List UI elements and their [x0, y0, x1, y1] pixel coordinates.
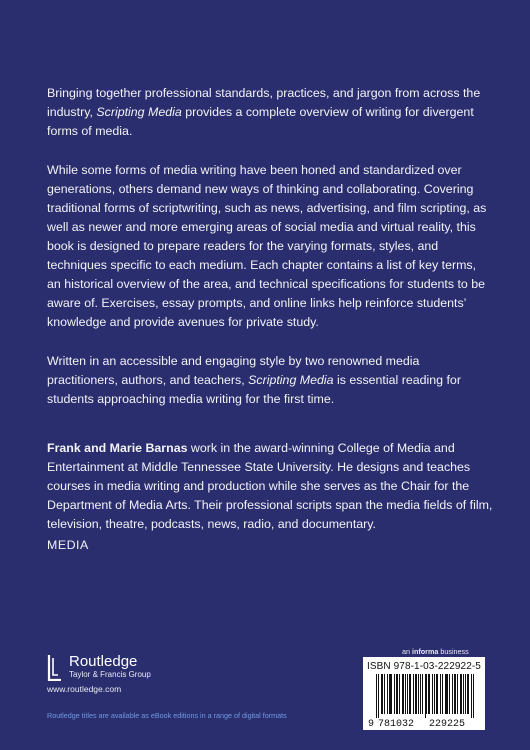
publisher-logo: [47, 653, 151, 681]
barcode-bar: [463, 674, 464, 714]
barcode-bar: [384, 674, 385, 714]
barcode-graphic: [363, 657, 485, 730]
blurb-text: is essential reading for students approaching media writing for the first time.: [47, 373, 461, 406]
barcode-bar: [387, 674, 388, 714]
barcode-digits-left: 781032: [377, 719, 415, 730]
author-names: Frank and Marie Barnas: [47, 441, 188, 455]
barcode-bar: [396, 674, 397, 714]
author-bio: [47, 439, 493, 534]
barcode-bar: [405, 674, 406, 714]
barcode-bar: [467, 674, 468, 714]
barcode-bar: [394, 674, 395, 714]
blurb-text: Written in an accessible and engaging style by two renowned media practitioners, authors, and teachers,: [47, 354, 420, 387]
barcode-bar: [378, 674, 379, 718]
barcode-bar: [445, 674, 446, 714]
isbn-label: ISBN 978-1-03-222922-5: [367, 661, 481, 672]
barcode-bar: [403, 674, 404, 714]
ebook-note: Routledge titles are available as eBook editions in a range of digital formats: [47, 711, 287, 720]
barcode-bar: [402, 674, 403, 714]
barcode-bar: [390, 674, 391, 714]
barcode-bar: [428, 674, 429, 714]
barcode-digits-right: 229225: [428, 719, 466, 730]
barcode-bar: [397, 674, 398, 714]
blurb-paragraph-1: [47, 84, 493, 141]
barcode-bar: [465, 674, 466, 714]
blurb-text: Bringing together professional standards, practices, and jargon from across the industry,: [47, 86, 481, 119]
barcode: [363, 657, 485, 730]
book-title-italic: Scripting Media: [248, 373, 334, 387]
barcode-bar: [461, 674, 462, 714]
barcode-bar: [376, 674, 377, 718]
barcode-bar: [452, 674, 453, 714]
barcode-bar: [413, 674, 414, 714]
publisher-name: Routledge: [69, 653, 138, 670]
barcode-bar: [454, 674, 455, 714]
barcode-bar: [447, 674, 448, 714]
barcode-bar: [410, 674, 411, 714]
barcode-bar: [415, 674, 416, 714]
barcode-bar: [382, 674, 383, 714]
barcode-digit-lead: 9: [368, 719, 375, 730]
barcode-bar: [471, 674, 472, 718]
barcode-bar: [432, 674, 433, 714]
subject-category: MEDIA: [47, 538, 89, 552]
barcode-bar: [418, 674, 419, 714]
barcode-bar: [407, 674, 408, 714]
barcode-bar: [399, 674, 400, 714]
barcode-bar: [460, 674, 461, 714]
blurb-paragraph-3: [47, 352, 493, 409]
barcode-bar: [437, 674, 438, 714]
barcode-bar: [442, 674, 443, 714]
barcode-bar: [381, 674, 382, 714]
barcode-bar: [436, 674, 437, 714]
barcode-bar: [389, 674, 390, 714]
informa-business-label: an informa business: [402, 647, 469, 656]
blurb-text: provides a complete overview of writing for divergent forms of media.: [47, 105, 474, 138]
publisher-website: www.routledge.com: [47, 684, 122, 694]
barcode-bar: [468, 674, 469, 714]
barcode-bar: [422, 674, 423, 714]
barcode-bar: [409, 674, 410, 714]
routledge-logo-icon: [47, 654, 63, 681]
barcode-bar: [434, 674, 435, 714]
barcode-bar: [416, 674, 417, 714]
publisher-subtitle: Taylor & Francis Group: [69, 670, 151, 679]
barcode-bar: [426, 674, 427, 714]
barcode-bar: [455, 674, 456, 714]
blurb-paragraph-2: While some forms of media writing have been honed and standardized over generations, others demand new ways of thinking and collaborating. Covering traditional forms of scriptwriting, such as news, advertising, and film scripting, as well as newer and more emerging areas of social media and virtual reality, this book is designed to prepare readers for the varying formats, styles, and techniques specific to each medium. Each chapter contains a list of key terms, an historical overview of the area, and technical specifications for students to be aware of. Exercises, essay prompts, and online links help reinforce students’ knowledge and provide avenues for private study.: [47, 163, 487, 329]
barcode-bar: [446, 674, 447, 714]
barcode-bar: [449, 674, 450, 714]
barcode-bar: [420, 674, 421, 714]
barcode-bar: [440, 674, 441, 714]
barcode-bar: [429, 674, 430, 714]
book-title-italic: Scripting Media: [96, 105, 182, 119]
blurb: [47, 84, 493, 554]
barcode-bar: [457, 674, 458, 714]
barcode-bar: [473, 674, 474, 718]
barcode-bar: [425, 674, 426, 718]
author-bio-text: work in the award-winning College of Media and Entertainment at Middle Tennessee State University. He designs and teaches courses in media writing and production while she serves as the Chair for the Department of Media Arts. Their professional scripts span the media fields of film, television, theatre, podcasts, news, radio, and documentary.: [47, 441, 493, 531]
barcode-bar: [391, 674, 392, 714]
